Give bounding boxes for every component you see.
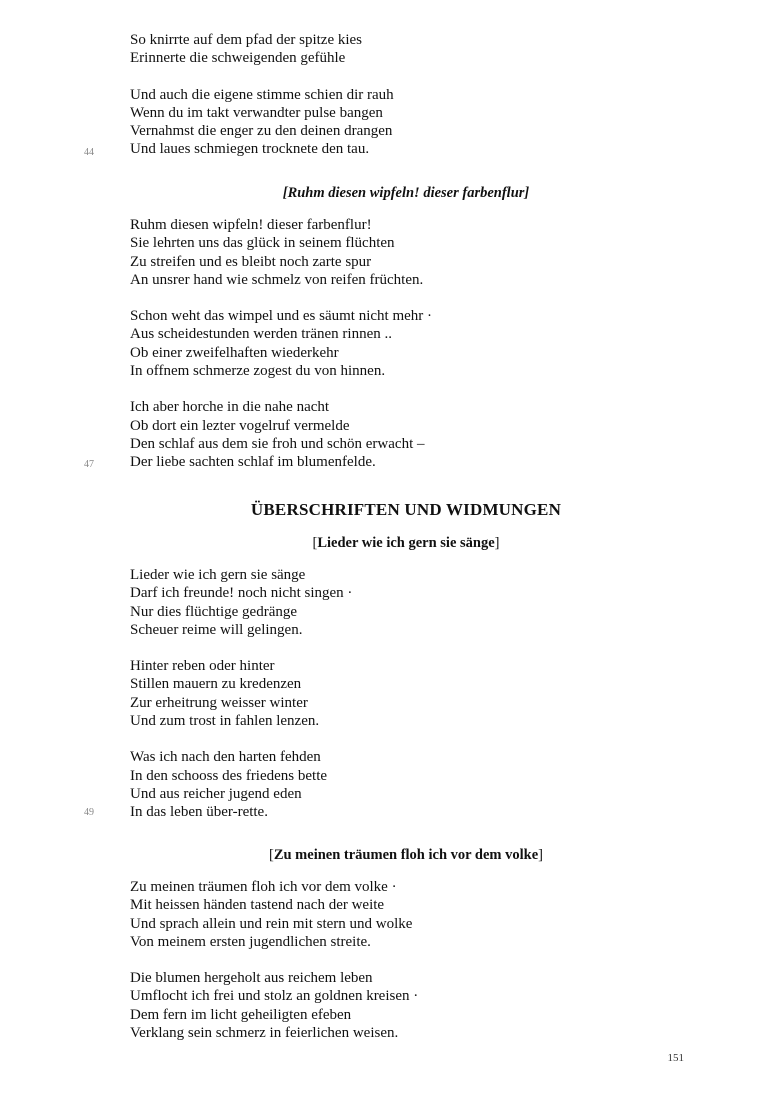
verse-line: Umflocht ich frei und stolz an goldnen kreisen ·: [130, 988, 419, 1005]
section-heading: ÜBERSCHRIFTEN UND WIDMUNGEN: [250, 500, 562, 519]
verse-line: Und auch die eigene stimme schien dir rauh: [130, 86, 394, 103]
verse-line: Und laues schmiegen trocknete den tau.: [130, 141, 370, 158]
stanza: [130, 216, 682, 289]
verse-line: In offnem schmerze zogest du von hinnen.: [130, 363, 386, 380]
margin-line-number: 49: [84, 807, 94, 818]
verse-line: Den schlaf aus dem sie froh und schön erwacht –: [130, 435, 425, 452]
verse-line: An unsrer hand wie schmelz von reifen früchten.: [130, 271, 424, 288]
verse-line: Ob dort ein lezter vogelruf vermelde: [130, 417, 350, 434]
poem: [130, 216, 682, 472]
verse-line: Aus scheidestunden werden tränen rinnen ..: [130, 326, 393, 343]
verse-line: Zur erheitrung weisser winter: [130, 694, 308, 711]
verse-line: Nur dies flüchtige gedränge: [130, 603, 298, 620]
verse-line: Ruhm diesen wipfeln! dieser farbenflur!: [130, 217, 372, 233]
verse-line: Vernahmst die enger zu den deinen drangen: [130, 123, 393, 140]
poem-title: [130, 847, 682, 864]
stanza: [130, 398, 682, 471]
verse-line: Scheuer reime will gelingen.: [130, 621, 303, 638]
bracket-close: ]: [538, 847, 544, 863]
verse-line: Die blumen hergeholt aus reichem leben: [130, 970, 373, 987]
poem-fragment: [130, 31, 682, 159]
verse-line: Stillen mauern zu kredenzen: [130, 676, 302, 693]
verse-line: Ob einer zweifelhaften wiederkehr: [130, 344, 339, 361]
verse-line: Schon weht das wimpel und es säumt nicht mehr ·: [130, 308, 433, 325]
stanza: [130, 31, 682, 68]
stanza: [130, 969, 682, 1042]
verse-line: Wenn du im takt verwandter pulse bangen: [130, 104, 383, 121]
verse-line: Zu streifen und es bleibt noch zarte spur: [130, 253, 372, 270]
stanza: [130, 566, 682, 639]
poem-title-text: Zu meinen träumen floh ich vor dem volke: [273, 847, 539, 863]
stanza: [130, 657, 682, 730]
poem: [130, 566, 682, 822]
verse-line: In den schooss des friedens bette: [130, 767, 328, 784]
stanza: [130, 307, 682, 380]
margin-line-number: 44: [84, 147, 94, 158]
verse-line: Und zum trost in fahlen lenzen.: [130, 713, 320, 730]
verse-line: Und sprach allein und rein mit stern und wolke: [130, 915, 413, 932]
verse-line: So knirrte auf dem pfad der spitze kies: [130, 32, 363, 48]
verse-line: Von meinem ersten jugendlichen streite.: [130, 933, 371, 950]
verse-line: Ich aber horche in die nahe nacht: [130, 399, 330, 416]
verse-line: Der liebe sachten schlaf im blumenfelde.: [130, 454, 376, 471]
verse-line: Zu meinen träumen floh ich vor dem volke ·: [130, 879, 397, 895]
stanza: [130, 878, 682, 951]
bracket-open: [: [312, 535, 318, 551]
margin-line-number: 47: [84, 459, 94, 470]
verse-line: Dem fern im licht geheiligten efeben: [130, 1006, 352, 1023]
poem-title: [130, 535, 682, 552]
verse-line: Verklang sein schmerz in feierlichen weisen.: [130, 1025, 399, 1042]
verse-line: In das leben über-rette.: [130, 804, 268, 821]
stanza: [130, 86, 682, 159]
poem-title: [Ruhm diesen wipfeln! dieser farbenflur]: [282, 185, 530, 201]
verse-line: Lieder wie ich gern sie sänge: [130, 567, 306, 583]
verse-line: Erinnerte die schweigenden gefühle: [130, 50, 346, 67]
verse-line: Sie lehrten uns das glück in seinem flüchten: [130, 235, 395, 252]
verse-line: Was ich nach den harten fehden: [130, 749, 321, 766]
verse-line: Hinter reben oder hinter: [130, 658, 275, 675]
bracket-close: ]: [494, 535, 500, 551]
page-number: 151: [667, 1052, 684, 1064]
verse-line: Mit heissen händen tastend nach der weite: [130, 897, 385, 914]
verse-line: Und aus reicher jugend eden: [130, 785, 302, 802]
stanza: [130, 748, 682, 821]
bracket-open: [: [268, 847, 274, 863]
poem: [130, 878, 682, 1042]
poem-title-text: Lieder wie ich gern sie sänge: [317, 535, 495, 551]
verse-line: Darf ich freunde! noch nicht singen ·: [130, 585, 353, 602]
